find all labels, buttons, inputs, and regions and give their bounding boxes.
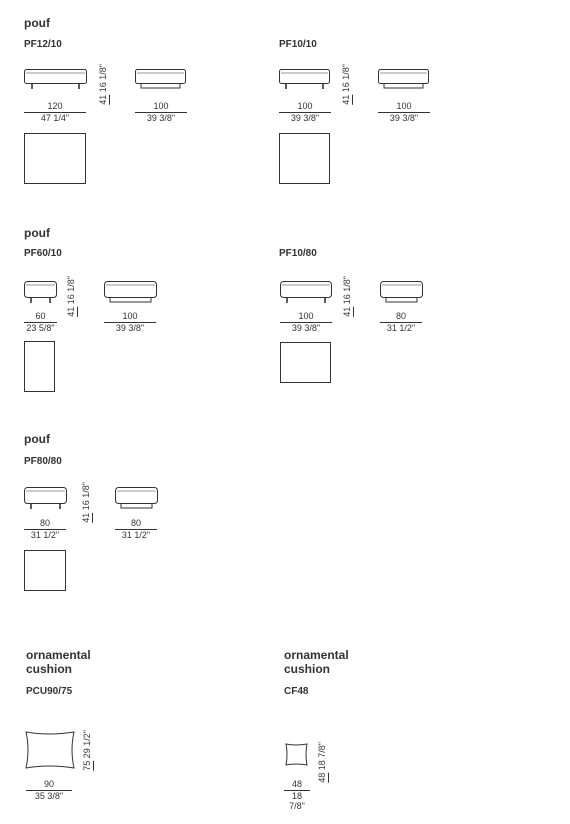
side-width-dimension: 100 39 3/8" <box>378 101 430 123</box>
product-code: PCU90/75 <box>26 686 73 697</box>
height-dimension: 41 16 1/8" <box>342 276 352 317</box>
cushion-drawing <box>24 730 78 772</box>
product-code: PF60/10 <box>24 248 62 259</box>
side-view-drawing <box>135 68 189 94</box>
height-dimension: 75 29 1/2" <box>82 730 92 771</box>
top-view-drawing <box>24 133 86 184</box>
height-dimension: 41 16 1/8" <box>66 276 76 317</box>
front-width-dimension: 120 47 1/4" <box>24 101 86 123</box>
width-dimension: 48 18 7/8" <box>284 779 310 811</box>
side-width-dimension: 80 31 1/2" <box>380 311 422 333</box>
section-title: pouf <box>24 16 50 30</box>
front-view-drawing <box>24 68 88 94</box>
product-code: CF48 <box>284 686 309 697</box>
height-dimension: 41 16 1/8" <box>81 482 91 523</box>
top-view-drawing <box>24 341 55 392</box>
front-view-drawing <box>279 68 333 94</box>
width-dimension: 90 35 3/8" <box>26 779 72 801</box>
side-view-drawing <box>104 280 160 306</box>
front-width-dimension: 60 23 5/8" <box>24 311 57 333</box>
cushion-title: ornamental cushion <box>26 648 91 676</box>
product-code: PF10/80 <box>279 248 317 259</box>
product-code: PF10/10 <box>279 39 317 50</box>
top-view-drawing <box>279 133 330 184</box>
section-title: pouf <box>24 226 50 240</box>
product-code: PF80/80 <box>24 456 62 467</box>
front-view-drawing <box>280 280 336 306</box>
side-width-dimension: 100 39 3/8" <box>135 101 187 123</box>
front-width-dimension: 100 39 3/8" <box>280 311 332 333</box>
height-dimension: 41 16 1/8" <box>98 64 108 105</box>
product-code: PF12/10 <box>24 39 62 50</box>
top-view-drawing <box>24 550 66 591</box>
height-dimension: 48 18 7/8" <box>317 742 327 783</box>
top-view-drawing <box>280 342 331 383</box>
cushion-title: ornamental cushion <box>284 648 349 676</box>
front-view-drawing <box>24 486 70 512</box>
section-title: pouf <box>24 432 50 446</box>
front-width-dimension: 80 31 1/2" <box>24 518 66 540</box>
side-width-dimension: 80 31 1/2" <box>115 518 157 540</box>
front-view-drawing <box>24 280 60 306</box>
side-view-drawing <box>378 68 432 94</box>
front-width-dimension: 100 39 3/8" <box>279 101 331 123</box>
side-width-dimension: 100 39 3/8" <box>104 311 156 333</box>
height-dimension: 41 16 1/8" <box>341 64 351 105</box>
cushion-drawing <box>284 742 312 770</box>
side-view-drawing <box>115 486 161 512</box>
side-view-drawing <box>380 280 426 306</box>
